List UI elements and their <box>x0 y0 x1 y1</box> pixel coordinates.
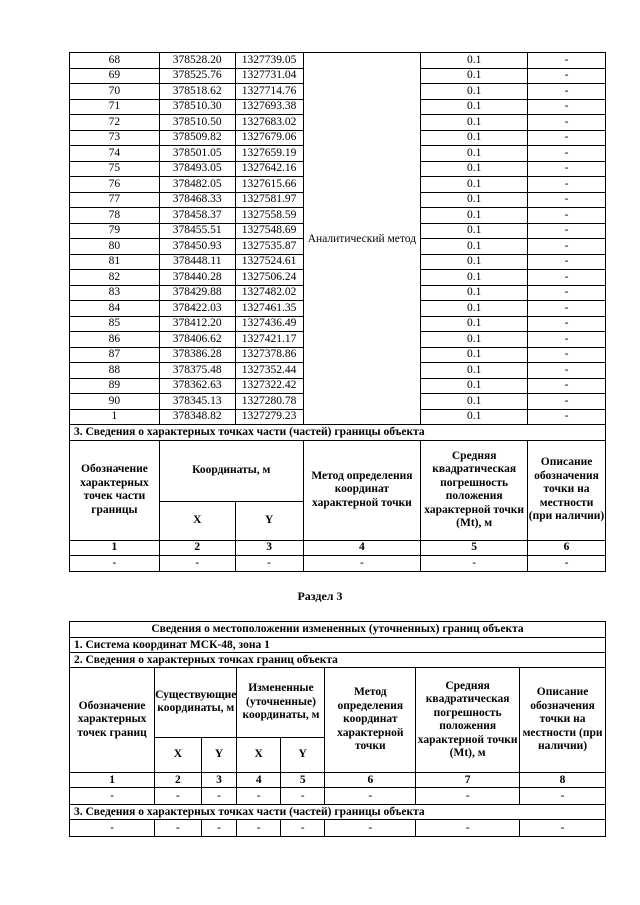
point-accuracy: 0.1 <box>421 254 528 270</box>
point-number: 75 <box>70 161 160 177</box>
point-accuracy: 0.1 <box>421 394 528 410</box>
cell: - <box>237 788 281 805</box>
col-num: 7 <box>416 773 520 788</box>
col-num: 1 <box>70 540 160 556</box>
point-accuracy: 0.1 <box>421 223 528 239</box>
point-description: - <box>528 254 606 270</box>
point-accuracy: 0.1 <box>421 146 528 162</box>
method-cell: Аналитический метод <box>303 53 421 425</box>
point-y: 1327280.78 <box>235 394 303 410</box>
coord-system: 1. Система координат МСК-48, зона 1 <box>70 638 606 653</box>
point-accuracy: 0.1 <box>421 53 528 69</box>
cell: - <box>155 788 201 805</box>
header-method: Метод определения координат характерной точки <box>325 668 416 773</box>
cell: - <box>235 556 303 572</box>
point-description: - <box>528 223 606 239</box>
header-x: X <box>155 737 201 772</box>
point-x: 378450.93 <box>159 239 235 255</box>
col-num: 4 <box>237 773 281 788</box>
point-description: - <box>528 208 606 224</box>
point-x: 378510.50 <box>159 115 235 131</box>
point-accuracy: 0.1 <box>421 239 528 255</box>
point-x: 378509.82 <box>159 130 235 146</box>
point-y: 1327739.05 <box>235 53 303 69</box>
point-y: 1327436.49 <box>235 316 303 332</box>
point-description: - <box>528 53 606 69</box>
point-y: 1327506.24 <box>235 270 303 286</box>
point-number: 89 <box>70 378 160 394</box>
empty-row <box>70 788 606 805</box>
cell: - <box>201 788 237 805</box>
point-accuracy: 0.1 <box>421 208 528 224</box>
point-x: 378375.48 <box>159 363 235 379</box>
point-accuracy: 0.1 <box>421 316 528 332</box>
point-accuracy: 0.1 <box>421 161 528 177</box>
col-num: 3 <box>201 773 237 788</box>
cell: - <box>280 788 325 805</box>
point-number: 79 <box>70 223 160 239</box>
col-num: 5 <box>421 540 528 556</box>
point-accuracy: 0.1 <box>421 285 528 301</box>
point-number: 86 <box>70 332 160 348</box>
header-y: Y <box>280 737 325 772</box>
point-description: - <box>528 99 606 115</box>
point-number: 81 <box>70 254 160 270</box>
point-x: 378525.76 <box>159 68 235 84</box>
section-3-title: 3. Сведения о характерных точках части (частей) границы объекта <box>70 425 606 441</box>
point-description: - <box>528 239 606 255</box>
point-y: 1327731.04 <box>235 68 303 84</box>
point-number: 77 <box>70 192 160 208</box>
point-accuracy: 0.1 <box>421 68 528 84</box>
col-num: 6 <box>528 540 606 556</box>
header-existing: Существующие координаты, м <box>155 668 237 738</box>
col-num: 5 <box>280 773 325 788</box>
col-num: 8 <box>520 773 606 788</box>
point-x: 378348.82 <box>159 409 235 425</box>
point-number: 78 <box>70 208 160 224</box>
point-accuracy: 0.1 <box>421 177 528 193</box>
point-description: - <box>528 84 606 100</box>
header-x: X <box>159 501 235 540</box>
point-accuracy: 0.1 <box>421 115 528 131</box>
point-number: 1 <box>70 409 160 425</box>
point-description: - <box>528 146 606 162</box>
point-x: 378510.30 <box>159 99 235 115</box>
point-number: 88 <box>70 363 160 379</box>
point-x: 378429.88 <box>159 285 235 301</box>
col-num: 3 <box>235 540 303 556</box>
header-designation: Обозначение характерных точек границ <box>70 668 155 773</box>
point-description: - <box>528 394 606 410</box>
cell: - <box>155 820 201 837</box>
col-num: 2 <box>155 773 201 788</box>
header-y: Y <box>235 501 303 540</box>
cell: - <box>325 820 416 837</box>
point-y: 1327642.16 <box>235 161 303 177</box>
cell: - <box>416 820 520 837</box>
point-y: 1327352.44 <box>235 363 303 379</box>
point-number: 82 <box>70 270 160 286</box>
header-description: Описание обозначения точки на местности (при наличии) <box>528 440 606 540</box>
point-x: 378468.33 <box>159 192 235 208</box>
point-number: 80 <box>70 239 160 255</box>
cell: - <box>520 820 606 837</box>
point-description: - <box>528 285 606 301</box>
point-number: 87 <box>70 347 160 363</box>
point-accuracy: 0.1 <box>421 378 528 394</box>
point-number: 74 <box>70 146 160 162</box>
point-y: 1327535.87 <box>235 239 303 255</box>
col-num: 1 <box>70 773 155 788</box>
header-coords: Координаты, м <box>159 440 303 501</box>
points-table-body <box>70 53 606 425</box>
point-number: 84 <box>70 301 160 317</box>
point-description: - <box>528 409 606 425</box>
points-title: 2. Сведения о характерных точках границ объекта <box>70 653 606 668</box>
point-description: - <box>528 270 606 286</box>
point-number: 69 <box>70 68 160 84</box>
point-accuracy: 0.1 <box>421 409 528 425</box>
cell: - <box>70 788 155 805</box>
point-y: 1327659.19 <box>235 146 303 162</box>
point-x: 378448.11 <box>159 254 235 270</box>
point-row <box>70 53 606 69</box>
point-y: 1327679.06 <box>235 130 303 146</box>
header-method: Метод определения координат характерной точки <box>303 440 421 540</box>
point-description: - <box>528 332 606 348</box>
point-x: 378482.05 <box>159 177 235 193</box>
point-number: 71 <box>70 99 160 115</box>
empty-row <box>70 820 606 837</box>
point-description: - <box>528 177 606 193</box>
header-y: Y <box>201 737 237 772</box>
point-description: - <box>528 115 606 131</box>
point-number: 85 <box>70 316 160 332</box>
point-x: 378455.51 <box>159 223 235 239</box>
point-y: 1327378.86 <box>235 347 303 363</box>
column-numbers-row <box>70 773 606 788</box>
header-designation: Обозначение характерных точек части границы <box>70 440 160 540</box>
cell: - <box>416 788 520 805</box>
changed-borders-table <box>69 621 606 837</box>
cell: - <box>325 788 416 805</box>
cell: - <box>520 788 606 805</box>
point-accuracy: 0.1 <box>421 192 528 208</box>
header-description: Описание обозначения точки на местности (при наличии) <box>520 668 606 773</box>
point-description: - <box>528 130 606 146</box>
points-table <box>69 52 606 572</box>
cell: - <box>303 556 421 572</box>
cell: - <box>528 556 606 572</box>
parts-title: 3. Сведения о характерных точках части (частей) границы объекта <box>70 805 606 820</box>
section-heading: Раздел 3 <box>297 589 343 603</box>
point-description: - <box>528 347 606 363</box>
point-number: 68 <box>70 53 160 69</box>
header-accuracy: Средняя квадратическая погрешность положения характерной точки (Mt), м <box>421 440 528 540</box>
header-accuracy: Средняя квадратическая погрешность положения характерной точки (Mt), м <box>416 668 520 773</box>
cell: - <box>421 556 528 572</box>
point-x: 378386.28 <box>159 347 235 363</box>
point-y: 1327279.23 <box>235 409 303 425</box>
point-y: 1327615.66 <box>235 177 303 193</box>
point-x: 378518.62 <box>159 84 235 100</box>
point-description: - <box>528 161 606 177</box>
cell: - <box>70 556 160 572</box>
point-y: 1327558.59 <box>235 208 303 224</box>
point-x: 378412.20 <box>159 316 235 332</box>
point-y: 1327683.02 <box>235 115 303 131</box>
point-number: 76 <box>70 177 160 193</box>
point-number: 73 <box>70 130 160 146</box>
point-accuracy: 0.1 <box>421 301 528 317</box>
header-changed: Измененные (уточненные) координаты, м <box>237 668 325 738</box>
point-y: 1327322.42 <box>235 378 303 394</box>
cell: - <box>201 820 237 837</box>
point-x: 378345.13 <box>159 394 235 410</box>
point-y: 1327548.69 <box>235 223 303 239</box>
point-x: 378440.28 <box>159 270 235 286</box>
col-num: 2 <box>159 540 235 556</box>
point-y: 1327421.17 <box>235 332 303 348</box>
cell: - <box>70 820 155 837</box>
point-number: 70 <box>70 84 160 100</box>
col-num: 4 <box>303 540 421 556</box>
point-description: - <box>528 192 606 208</box>
point-accuracy: 0.1 <box>421 332 528 348</box>
col-num: 6 <box>325 773 416 788</box>
point-description: - <box>528 68 606 84</box>
point-number: 83 <box>70 285 160 301</box>
cell: - <box>280 820 325 837</box>
column-numbers-row <box>70 540 606 556</box>
parts-section <box>70 425 606 572</box>
point-accuracy: 0.1 <box>421 130 528 146</box>
point-y: 1327581.97 <box>235 192 303 208</box>
point-accuracy: 0.1 <box>421 84 528 100</box>
point-accuracy: 0.1 <box>421 270 528 286</box>
point-description: - <box>528 378 606 394</box>
point-y: 1327693.38 <box>235 99 303 115</box>
header-x: X <box>237 737 281 772</box>
point-description: - <box>528 316 606 332</box>
point-accuracy: 0.1 <box>421 363 528 379</box>
point-y: 1327714.76 <box>235 84 303 100</box>
point-y: 1327524.61 <box>235 254 303 270</box>
point-x: 378422.03 <box>159 301 235 317</box>
point-number: 72 <box>70 115 160 131</box>
point-y: 1327461.35 <box>235 301 303 317</box>
point-accuracy: 0.1 <box>421 347 528 363</box>
cell: - <box>159 556 235 572</box>
empty-row <box>70 556 606 572</box>
table2-title: Сведения о местоположении измененных (уточненных) границ объекта <box>70 622 606 638</box>
point-x: 378362.63 <box>159 378 235 394</box>
point-x: 378501.05 <box>159 146 235 162</box>
point-description: - <box>528 301 606 317</box>
point-x: 378458.37 <box>159 208 235 224</box>
point-accuracy: 0.1 <box>421 99 528 115</box>
point-number: 90 <box>70 394 160 410</box>
point-x: 378493.05 <box>159 161 235 177</box>
point-description: - <box>528 363 606 379</box>
point-y: 1327482.02 <box>235 285 303 301</box>
point-x: 378528.20 <box>159 53 235 69</box>
point-x: 378406.62 <box>159 332 235 348</box>
cell: - <box>237 820 281 837</box>
